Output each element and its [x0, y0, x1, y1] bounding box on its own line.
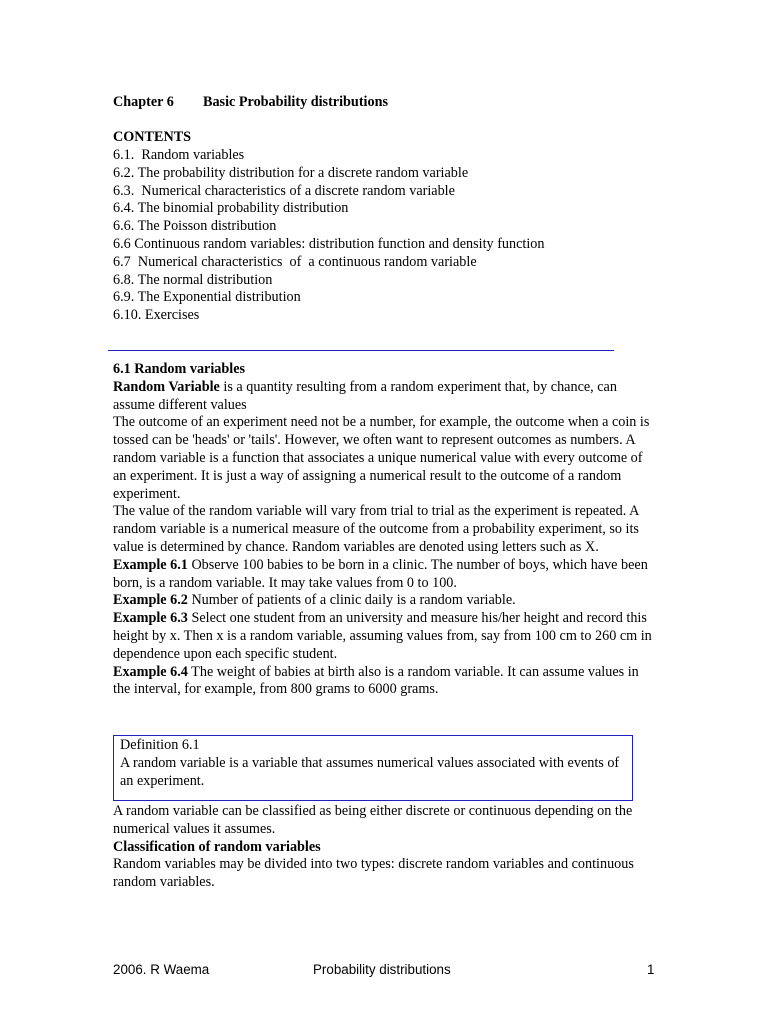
page-number: 1 [647, 962, 655, 977]
paragraph: The value of the random variable will vary from trial to trial as the experiment is repeated. A random variable is a numerical measure of the outcome from a probability experiment, so its value is determined by chance. Random variables are denoted using letters such as X. [113, 503, 639, 555]
contents-item: 6.3. Numerical characteristics of a discrete random variable [113, 182, 455, 199]
chapter-heading [113, 94, 388, 112]
classification-text: Random variables may be divided into two types: discrete random variables and continuous random variables. [113, 856, 634, 891]
footer-author: 2006. R Waema [113, 962, 210, 977]
definition-title: Definition 6.1 [120, 737, 200, 753]
classification-title: Classification of random variables [113, 838, 321, 855]
example-text: Number of patients of a clinic daily is a random variable. [187, 592, 516, 609]
example-text: Observe 100 babies to be born in a clinic. The number of boys, which have been born, is a random variable. It may take values from 0 to 100. [113, 556, 648, 591]
example-text: The weight of babies at birth also is a random variable. It can assume values in the interval, for example, from 800 grams to 6000 grams. [113, 663, 639, 698]
section-title: 6.1 Random variables [113, 361, 246, 377]
example [113, 610, 653, 663]
example [113, 557, 653, 593]
contents-item: 6.4. The binomial probability distribution [113, 200, 349, 217]
paragraph: The outcome of an experiment need not be a number, for example, the outcome when a coin is tossed can be 'heads' or 'tails'. However, we often want to represent outcomes as numbers. A random variable is a function that associates a unique numerical value with every outcome of an experiment. It is just a way of assigning a numerical result to the outcome of a random experiment. [113, 414, 650, 502]
contents-item: 6.6 Continuous random variables: distribution function and density function [113, 235, 545, 252]
definition-text: A random variable is a variable that assumes numerical values associated with events of an experiment. [120, 754, 620, 789]
example-label: Example 6.1 [113, 556, 188, 573]
paragraph: A random variable can be classified as being either discrete or continuous depending on the numerical values it assumes. [113, 803, 633, 837]
example [113, 664, 653, 700]
chapter-number: Chapter 6 [113, 94, 174, 110]
contents-item: 6.6. The Poisson distribution [113, 218, 277, 235]
contents-item: 6.2. The probability distribution for a discrete random variable [113, 164, 469, 181]
rv-term: Random Variable [113, 378, 220, 395]
contents-list [113, 147, 544, 325]
chapter-title: Basic Probability distributions [203, 94, 388, 110]
contents-item: 6.7 Numerical characteristics of a continuous random variable [113, 253, 477, 270]
rv-definition-text: is a quantity resulting from a random experiment that, by chance, can assume different values [113, 378, 617, 413]
example [113, 592, 653, 610]
contents-title: CONTENTS [113, 129, 192, 145]
classification-section [113, 803, 653, 892]
contents-item: 6.10. Exercises [113, 307, 200, 324]
definition-box [113, 735, 633, 801]
example-text: Select one student from an university and measure his/her height and record this height by x. Then x is a random variable, assuming values from, say from 100 cm to 260 cm in dependence upon each specific student. [113, 610, 652, 662]
contents-item: 6.8. The normal distribution [113, 271, 273, 288]
example-label: Example 6.4 [113, 663, 188, 680]
example-label: Example 6.2 [113, 592, 188, 609]
contents-item: 6.9. The Exponential distribution [113, 289, 301, 306]
section-body [113, 361, 653, 699]
footer-title: Probability distributions [313, 962, 451, 977]
contents-item: 6.1. Random variables [113, 147, 245, 163]
example-label: Example 6.3 [113, 610, 188, 627]
horizontal-rule [108, 350, 614, 351]
rv-definition-paragraph [113, 379, 653, 415]
